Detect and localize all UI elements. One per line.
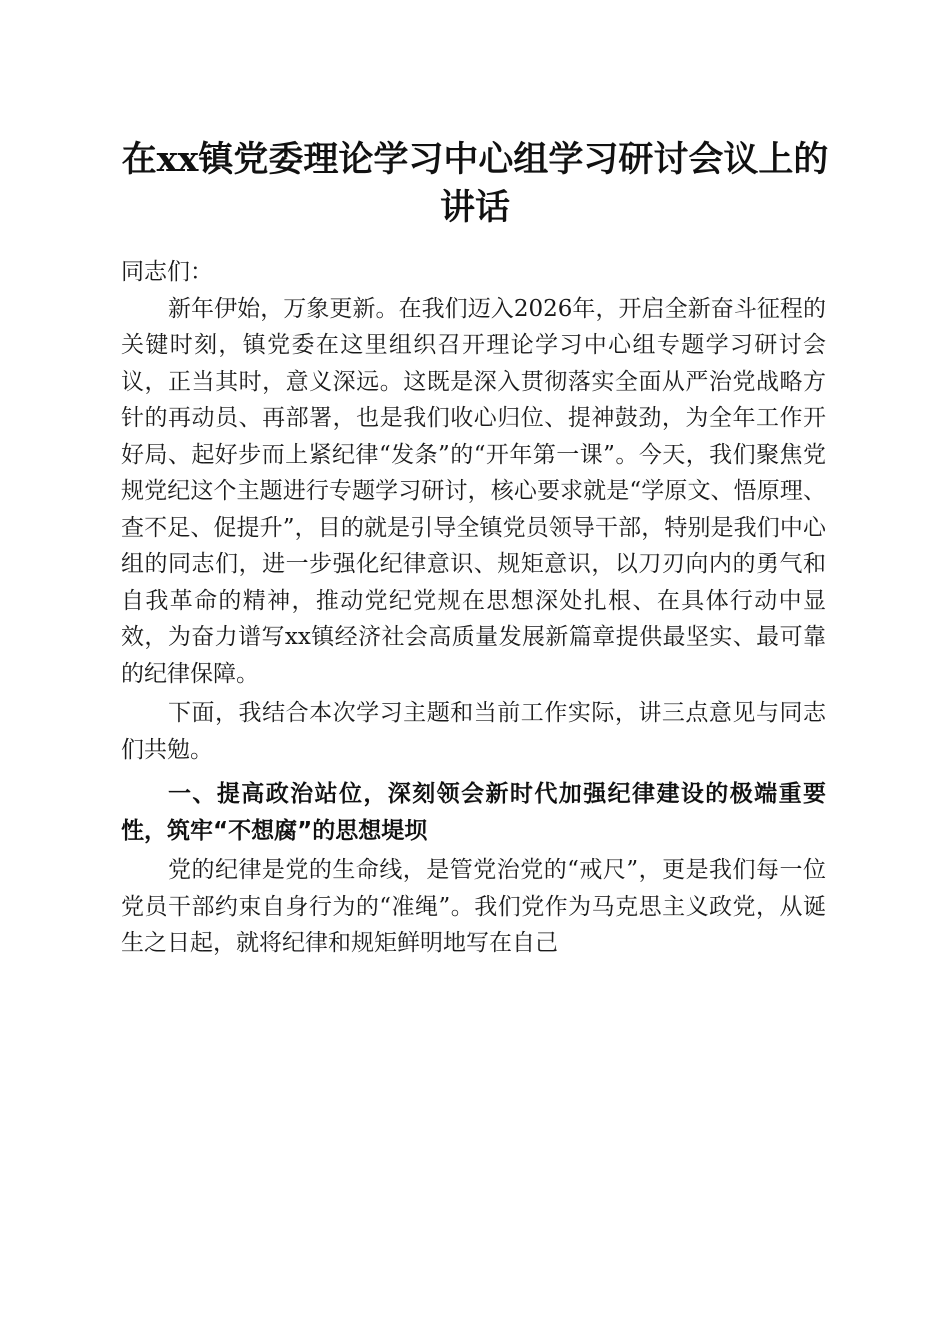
opening-paragraph: 新年伊始，万象更新。在我们迈入2026年，开启全新奋斗征程的关键时刻，镇党委在这里组织召开理论学习中心组专题学习研讨会议，正当其时，意义深远。这既是深入贯彻落实全面从严治党战略方针的再动员、再部署，也是我们收心归位、提神鼓劲，为全年工作开好局、起好步而上紧纪律“发条”的“开年第一课”。今天，我们聚焦党规党纪这个主题进行专题学习研讨，核心要求就是“学原文、悟原理、查不足、促提升”，目的就是引导全镇党员领导干部，特别是我们中心组的同志们，进一步强化纪律意识、规矩意识，以刀刃向内的勇气和自我革命的精神，推动党纪党规在思想深处扎根、在具体行动中显效，为奋力谱写xx镇经济社会高质量发展新篇章提供最坚实、最可靠的纪律保障。 <box>121 295 826 687</box>
section-heading: 一、提高政治站位，深刻领会新时代加强纪律建设的极端重要性，筑牢“不想腐”的思想堤坝 <box>121 781 826 844</box>
document-body <box>121 254 826 962</box>
intro-paragraph: 下面，我结合本次学习主题和当前工作实际，讲三点意见与同志们共勉。 <box>121 700 826 763</box>
document-title: 在xx镇党委理论学习中心组学习研讨会议上的讲话 <box>121 139 829 228</box>
greeting: 同志们： <box>121 259 213 285</box>
section-paragraph: 党的纪律是党的生命线，是管党治党的“戒尺”，更是我们每一位党员干部约束自身行为的“准绳”。我们党作为马克思主义政党，从诞生之日起，就将纪律和规矩鲜明地写在自己 <box>121 857 826 956</box>
